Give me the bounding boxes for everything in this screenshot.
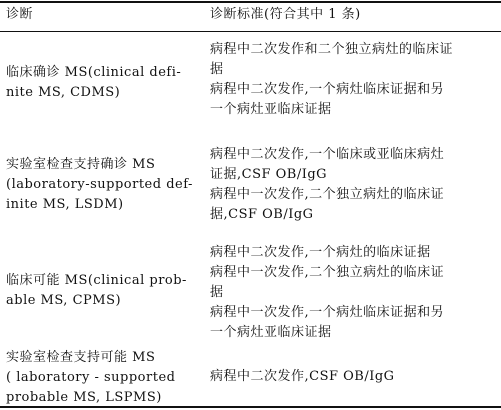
row-3-criteria-line: 一个病灶亚临床证据 (210, 325, 332, 340)
row-3-criteria-line: 据 (210, 285, 224, 300)
row-1-diagnosis-line: nite MS, CDMS) (6, 85, 121, 100)
row-2-diagnosis-line: 实验室检查支持确诊 MS (6, 157, 156, 172)
row-2-criteria-line: 病程中一次发作,二个独立病灶的临床证 (210, 187, 445, 202)
header-criteria (210, 5, 495, 25)
row-2-criteria-line: 证据,CSF OB/IgG (210, 167, 328, 182)
row-4-diagnosis-line: ( laboratory - supported (6, 370, 176, 385)
row-3-criteria-line: 病程中一次发作,一个病灶临床证据和另 (210, 305, 445, 320)
row-2-criteria-line: 病程中二次发作,一个临床或亚临床病灶 (210, 147, 445, 162)
row-4-criteria (210, 367, 495, 387)
row-1-diagnosis (6, 63, 196, 103)
row-3-diagnosis-line: able MS, CPMS) (6, 293, 122, 308)
row-3-criteria-line: 病程中二次发作,一个病灶的临床证据 (210, 245, 431, 260)
header-criteria-text: 诊断标准(符合其中 1 条) (210, 7, 361, 22)
row-2-criteria-line: 据,CSF OB/IgG (210, 207, 314, 222)
row-4-criteria-line: 病程中二次发作,CSF OB/IgG (210, 369, 395, 384)
table-top-rule (0, 1, 501, 3)
row-3-criteria-line: 病程中一次发作,二个独立病灶的临床证 (210, 265, 445, 280)
row-2-diagnosis-line: (laboratory-supported def- (6, 177, 193, 192)
row-1-diagnosis-line: 临床确诊 MS(clinical defi- (6, 65, 182, 80)
row-3-diagnosis-line: 临床可能 MS(clinical prob- (6, 273, 187, 288)
row-1-criteria-line: 病程中二次发作,一个病灶临床证据和另 (210, 82, 445, 97)
table-header-rule (0, 31, 501, 32)
row-1-criteria-line: 据 (210, 62, 224, 77)
header-diagnosis-text: 诊断 (6, 7, 34, 22)
row-2-criteria (210, 145, 495, 225)
row-1-criteria-line: 一个病灶亚临床证据 (210, 102, 332, 117)
row-1-criteria (210, 40, 495, 120)
row-3-criteria (210, 243, 495, 343)
row-1-criteria-line: 病程中二次发作和二个独立病灶的临床证 (210, 42, 454, 57)
row-4-diagnosis-line: probable MS, LSPMS) (6, 390, 162, 405)
header-diagnosis (6, 5, 196, 25)
row-3-diagnosis (6, 271, 196, 311)
row-2-diagnosis (6, 155, 196, 215)
row-4-diagnosis (6, 348, 196, 408)
row-2-diagnosis-line: inite MS, LSDM) (6, 197, 124, 212)
row-4-diagnosis-line: 实验室检查支持可能 MS (6, 350, 156, 365)
